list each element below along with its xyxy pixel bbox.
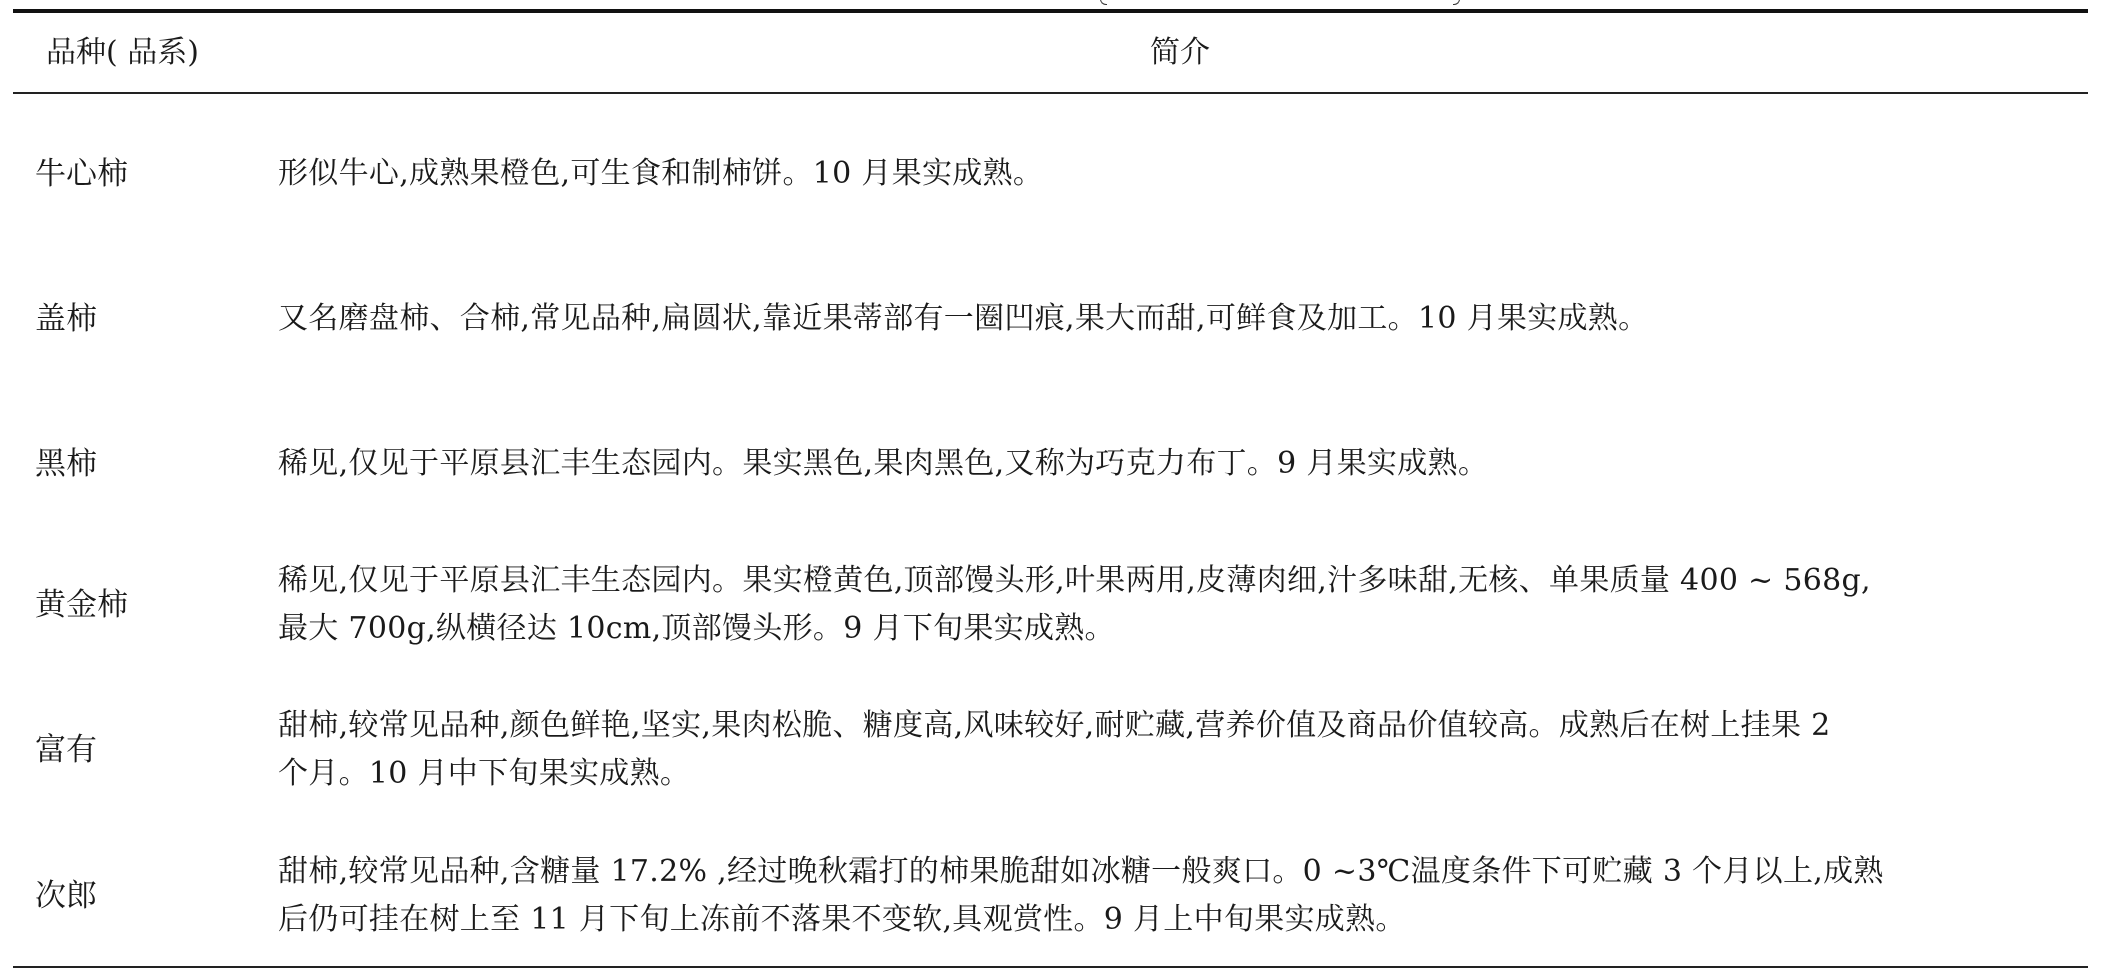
variety-description (278, 440, 2068, 488)
right-paren-fragment (1453, 0, 1460, 5)
cropped-caption-fragment (1080, 0, 1480, 6)
description-line: 形似牛心,成熟果橙色,可生食和制柿饼。10 月果实成熟。 (278, 156, 1044, 191)
left-paren-fragment (1100, 0, 1107, 5)
header-description: 简介 (1150, 35, 1210, 70)
description-line: 稀见,仅见于平原县汇丰生态园内。果实黑色,果肉黑色,又称为巧克力布丁。9 月果实成熟。 (278, 446, 1489, 481)
variety-name: 盖柿 (35, 301, 97, 337)
variety-name: 牛心柿 (35, 156, 128, 192)
table-top-rule (13, 9, 2088, 13)
variety-description (278, 848, 2068, 944)
description-line: 又名磨盘柿、合柿,常见品种,扁圆状,靠近果蒂部有一圈凹痕,果大而甜,可鲜食及加工。10 月果实成熟。 (278, 301, 1649, 336)
description-line: 甜柿,较常见品种,颜色鲜艳,坚实,果肉松脆、糖度高,风味较好,耐贮藏,营养价值及商品价值较高。成熟后在树上挂果 2 (278, 708, 1831, 743)
variety-description (278, 557, 2068, 653)
description-line: 个月。10 月中下旬果实成熟。 (278, 756, 691, 791)
header-variety: 品种( 品系) (46, 35, 199, 70)
description-line: 稀见,仅见于平原县汇丰生态园内。果实橙黄色,顶部馒头形,叶果两用,皮薄肉细,汁多味甜,无核、单果质量 400 ~ 568g, (278, 563, 1871, 598)
table-bottom-rule (13, 966, 2088, 968)
description-line: 最大 700g,纵横径达 10cm,顶部馒头形。9 月下旬果实成熟。 (278, 611, 1115, 646)
description-line: 后仍可挂在树上至 11 月下旬上冻前不落果不变软,具观赏性。9 月上中旬果实成熟。 (278, 902, 1406, 937)
description-line: 甜柿,较常见品种,含糖量 17.2% ,经过晚秋霜打的柿果脆甜如冰糖一般爽口。0 ~3℃温度条件下可贮藏 3 个月以上,成熟 (278, 854, 1884, 889)
variety-description (278, 295, 2068, 343)
variety-description (278, 702, 2068, 798)
variety-name: 黑柿 (35, 446, 97, 482)
variety-name: 富有 (35, 732, 97, 768)
variety-name: 黄金柿 (35, 587, 128, 623)
variety-description (278, 150, 2068, 198)
table-header-rule (13, 92, 2088, 94)
variety-name: 次郎 (35, 878, 97, 914)
